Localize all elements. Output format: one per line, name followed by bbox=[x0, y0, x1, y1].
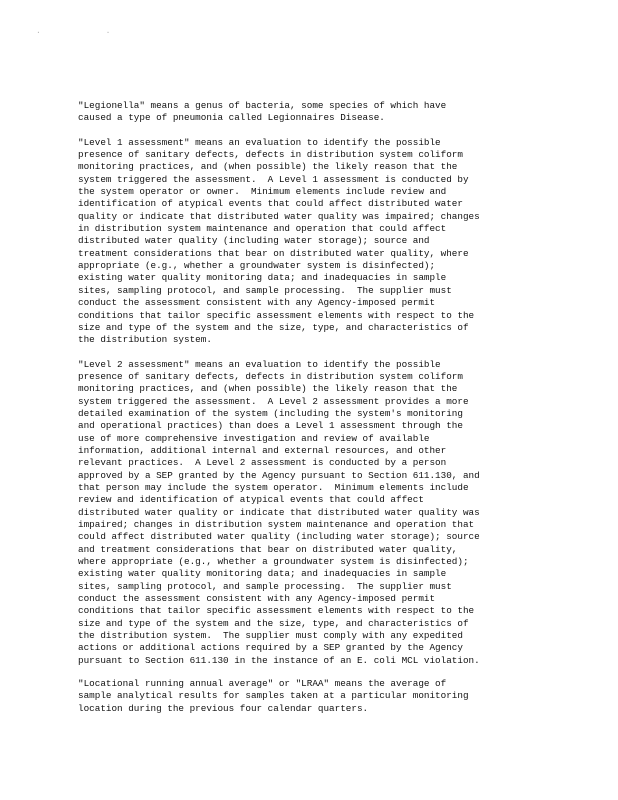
text-line: conduct the assessment consistent with any Agency-imposed permit bbox=[78, 297, 436, 309]
text-line: the system operator or owner. Minimum elements include review and bbox=[78, 186, 447, 198]
text-line: system triggered the assessment. A Level 2 assessment provides a more bbox=[78, 395, 469, 407]
text-line: sites, sampling protocol, and sample processing. The supplier must bbox=[78, 580, 452, 592]
text-line: in distribution system maintenance and operation that could affect bbox=[78, 223, 447, 235]
text-line: that person may include the system operator. Minimum elements include bbox=[78, 481, 469, 493]
text-line: "Locational running annual average" or "LRAA" means the average of bbox=[78, 678, 447, 690]
text-line: identification of atypical events that could affect distributed water bbox=[78, 198, 463, 210]
text-line: relevant practices. A Level 2 assessment is conducted by a person bbox=[78, 457, 447, 469]
text-line: sample analytical results for samples taken at a particular monitoring bbox=[78, 690, 469, 702]
text-line: approved by a SEP granted by the Agency pursuant to Section 611.130, and bbox=[78, 469, 480, 481]
text-line: existing water quality monitoring data; and inadequacies in sample bbox=[78, 568, 447, 580]
text-line: treatment considerations that bear on distributed water quality, where bbox=[78, 247, 469, 259]
text-line: impaired; changes in distribution system maintenance and operation that bbox=[78, 519, 475, 530]
text-line: presence of sanitary defects, defects in distribution system coliform bbox=[78, 149, 463, 161]
document-body bbox=[78, 100, 548, 715]
text-line: pursuant to Section 611.130 in the instance of an E. coli MCL violation. bbox=[78, 654, 480, 666]
text-line: use of more comprehensive investigation and review of available bbox=[78, 432, 430, 444]
paragraph-legionella-definition bbox=[78, 100, 548, 125]
text-line: "Level 1 assessment" means an evaluation to identify the possible bbox=[78, 136, 441, 148]
text-line: size and type of the system and the size, type, and characteristics of bbox=[78, 617, 469, 629]
text-line: caused a type of pneumonia called Legionnaires Disease. bbox=[78, 112, 385, 124]
text-line: conditions that tailor specific assessment elements with respect to the bbox=[78, 605, 475, 617]
text-line: size and type of the system and the size, type, and characteristics of bbox=[78, 321, 469, 333]
text-line: conditions that tailor specific assessment elements with respect to the bbox=[78, 309, 475, 321]
text-line: distributed water quality or indicate that distributed water quality was bbox=[78, 506, 480, 518]
text-line: information, additional internal and external resources, and other bbox=[78, 444, 447, 456]
text-line: distributed water quality (including water storage); source and bbox=[78, 235, 430, 247]
text-line: the distribution system. The supplier must comply with any expedited bbox=[78, 630, 463, 642]
text-line: sites, sampling protocol, and sample processing. The supplier must bbox=[78, 284, 452, 296]
text-line: appropriate (e.g., whether a groundwater system is disinfected); bbox=[78, 260, 436, 272]
text-line: "Legionella" means a genus of bacteria, some species of which have bbox=[78, 100, 447, 111]
scan-specks: · · bbox=[36, 28, 141, 37]
text-line: the distribution system. bbox=[78, 334, 212, 346]
text-line: could affect distributed water quality (including water storage); source bbox=[78, 531, 480, 543]
text-line: quality or indicate that distributed water quality was impaired; changes bbox=[78, 210, 480, 222]
text-line: where appropriate (e.g., whether a groundwater system is disinfected); bbox=[78, 556, 469, 568]
paragraph-level-1-assessment-definition bbox=[78, 137, 548, 347]
text-line: existing water quality monitoring data; and inadequacies in sample bbox=[78, 272, 447, 284]
paragraph-lraa-definition bbox=[78, 678, 548, 715]
paragraph-level-2-assessment-definition bbox=[78, 359, 548, 668]
text-line: conduct the assessment consistent with any Agency-imposed permit bbox=[78, 593, 436, 605]
text-line: "Level 2 assessment" means an evaluation to identify the possible bbox=[78, 358, 441, 370]
text-line: and treatment considerations that bear on distributed water quality, bbox=[78, 543, 458, 555]
text-line: actions or additional actions required by a SEP granted by the Agency bbox=[78, 642, 463, 654]
text-line: monitoring practices, and (when possible) the likely reason that the bbox=[78, 161, 458, 173]
text-line: monitoring practices, and (when possible) the likely reason that the bbox=[78, 383, 458, 395]
text-line: location during the previous four calendar quarters. bbox=[78, 702, 369, 714]
text-line: presence of sanitary defects, defects in distribution system coliform bbox=[78, 370, 463, 382]
text-line: system triggered the assessment. A Level 1 assessment is conducted by bbox=[78, 173, 469, 185]
text-line: detailed examination of the system (including the system's monitoring bbox=[78, 407, 463, 419]
text-line: review and identification of atypical events that could affect bbox=[78, 494, 424, 506]
text-line: and operational practices) than does a Level 1 assessment through the bbox=[78, 420, 463, 432]
